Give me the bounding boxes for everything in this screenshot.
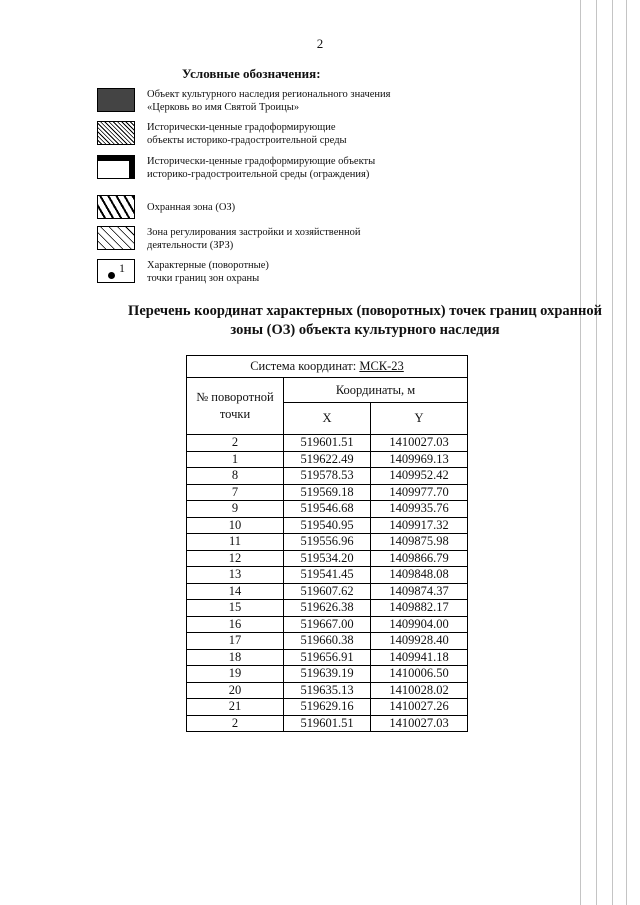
table-row — [187, 715, 468, 732]
y-coordinate-cell: 1409866.79 — [371, 550, 468, 567]
y-coordinate-cell: 1409928.40 — [371, 633, 468, 650]
y-coordinate-cell: 1409969.13 — [371, 451, 468, 468]
table-row — [187, 567, 468, 584]
point-number-header: № поворотной точки — [187, 378, 284, 435]
solid-fill-symbol-icon — [97, 88, 135, 112]
point-number-cell: 7 — [187, 484, 284, 501]
point-number-cell: 18 — [187, 649, 284, 666]
y-coordinate-cell: 1410027.26 — [371, 699, 468, 716]
legend-item-historic-objects — [97, 121, 347, 147]
y-coordinate-cell: 1410028.02 — [371, 682, 468, 699]
point-number-cell: 17 — [187, 633, 284, 650]
y-coordinate-cell: 1410027.03 — [371, 715, 468, 732]
table-row — [187, 435, 468, 452]
legend-title: Условные обозначения: — [182, 66, 321, 81]
table-row — [187, 534, 468, 551]
legend-text-line: «Церковь во имя Святой Троицы» — [147, 102, 300, 113]
x-coordinate-cell: 519556.96 — [284, 534, 371, 551]
point-marker-label: 1 — [119, 261, 125, 275]
point-marker-symbol-icon — [97, 259, 135, 283]
y-coordinate-cell: 1409848.08 — [371, 567, 468, 584]
x-coordinate-cell: 519534.20 — [284, 550, 371, 567]
page-number: 2 — [316, 36, 324, 51]
y-coordinate-cell: 1409882.17 — [371, 600, 468, 617]
legend-item-fences — [97, 155, 375, 181]
legend-text-line: точки границ зон охраны — [147, 273, 260, 284]
table-row — [187, 550, 468, 567]
table-row — [187, 649, 468, 666]
x-coordinate-cell: 519656.91 — [284, 649, 371, 666]
y-coordinate-cell: 1409904.00 — [371, 616, 468, 633]
point-number-cell: 21 — [187, 699, 284, 716]
table-row — [187, 451, 468, 468]
point-number-cell: 9 — [187, 501, 284, 518]
legend-text-line: Исторически-ценные градоформирующие — [147, 122, 336, 133]
point-number-cell: 13 — [187, 567, 284, 584]
table-row — [187, 600, 468, 617]
y-header: Y — [371, 403, 468, 435]
legend-item-turning-points — [97, 259, 269, 285]
point-number-cell: 14 — [187, 583, 284, 600]
y-coordinate-cell: 1409875.98 — [371, 534, 468, 551]
x-coordinate-cell: 519635.13 — [284, 682, 371, 699]
legend-text-line: Исторически-ценные градоформирующие объекты — [147, 156, 376, 167]
heading-line: зоны (ОЗ) объекта культурного наследия — [230, 322, 500, 338]
x-coordinate-cell: 519622.49 — [284, 451, 371, 468]
x-coordinate-cell: 519578.53 — [284, 468, 371, 485]
wide-hatch-symbol-icon — [97, 195, 135, 219]
heading-line: Перечень координат характерных (поворотных) точек границ охранной — [128, 303, 602, 319]
point-number-cell: 16 — [187, 616, 284, 633]
legend-text-line: объекты историко-градостроительной среды — [147, 135, 347, 146]
y-coordinate-cell: 1409977.70 — [371, 484, 468, 501]
x-coordinate-cell: 519541.45 — [284, 567, 371, 584]
x-coordinate-cell: 519540.95 — [284, 517, 371, 534]
point-number-cell: 1 — [187, 451, 284, 468]
y-coordinate-cell: 1409952.42 — [371, 468, 468, 485]
coordinate-system-code: МСК-23 — [359, 359, 404, 373]
point-number-cell: 12 — [187, 550, 284, 567]
x-coordinate-cell: 519629.16 — [284, 699, 371, 716]
table-row — [187, 616, 468, 633]
x-coordinate-cell: 519667.00 — [284, 616, 371, 633]
coordinates-heading — [100, 302, 630, 340]
point-number-cell: 10 — [187, 517, 284, 534]
point-number-cell: 8 — [187, 468, 284, 485]
table-row — [187, 682, 468, 699]
table-row — [187, 583, 468, 600]
x-coordinate-cell: 519660.38 — [284, 633, 371, 650]
table-row — [187, 468, 468, 485]
point-number-cell: 11 — [187, 534, 284, 551]
table-row — [187, 484, 468, 501]
table-row — [187, 501, 468, 518]
x-coordinate-cell: 519569.18 — [284, 484, 371, 501]
x-coordinate-cell: 519626.38 — [284, 600, 371, 617]
legend-text-line: Охранная зона (ОЗ) — [147, 202, 236, 213]
table-row — [187, 633, 468, 650]
coordinates-header: Координаты, м — [284, 378, 468, 403]
y-coordinate-cell: 1410027.03 — [371, 435, 468, 452]
legend-item-regulation-zone — [97, 226, 360, 252]
y-coordinate-cell: 1409874.37 — [371, 583, 468, 600]
x-coordinate-cell: 519639.19 — [284, 666, 371, 683]
legend-text-line: Характерные (поворотные) — [147, 260, 269, 271]
point-number-cell: 15 — [187, 600, 284, 617]
legend-item-heritage-object — [97, 88, 390, 114]
point-number-cell: 20 — [187, 682, 284, 699]
coordinates-table — [186, 355, 468, 732]
fine-hatch-symbol-icon — [97, 121, 135, 145]
legend-item-protection-zone — [97, 195, 235, 219]
table-row — [187, 666, 468, 683]
x-header: X — [284, 403, 371, 435]
legend-text-line: Зона регулирования застройки и хозяйственной — [147, 227, 361, 238]
x-coordinate-cell: 519601.51 — [284, 715, 371, 732]
table-row — [187, 699, 468, 716]
table-row — [187, 517, 468, 534]
y-coordinate-cell: 1409917.32 — [371, 517, 468, 534]
y-coordinate-cell: 1409941.18 — [371, 649, 468, 666]
x-coordinate-cell: 519607.62 — [284, 583, 371, 600]
legend-text-line: историко-градостроительной среды (ограждения) — [147, 169, 370, 180]
y-coordinate-cell: 1410006.50 — [371, 666, 468, 683]
coordinate-system-header — [187, 356, 468, 378]
point-number-cell: 2 — [187, 715, 284, 732]
legend-text-line: Объект культурного наследия регионального значения — [147, 89, 391, 100]
y-coordinate-cell: 1409935.76 — [371, 501, 468, 518]
point-number-cell: 2 — [187, 435, 284, 452]
coordinate-system-label: Система координат: — [250, 359, 360, 373]
point-number-cell: 19 — [187, 666, 284, 683]
thick-border-symbol-icon — [97, 155, 135, 179]
x-coordinate-cell: 519601.51 — [284, 435, 371, 452]
diagonal-hatch-symbol-icon — [97, 226, 135, 250]
x-coordinate-cell: 519546.68 — [284, 501, 371, 518]
legend-text-line: деятельности (ЗРЗ) — [147, 240, 234, 251]
point-dot-icon — [108, 272, 115, 279]
